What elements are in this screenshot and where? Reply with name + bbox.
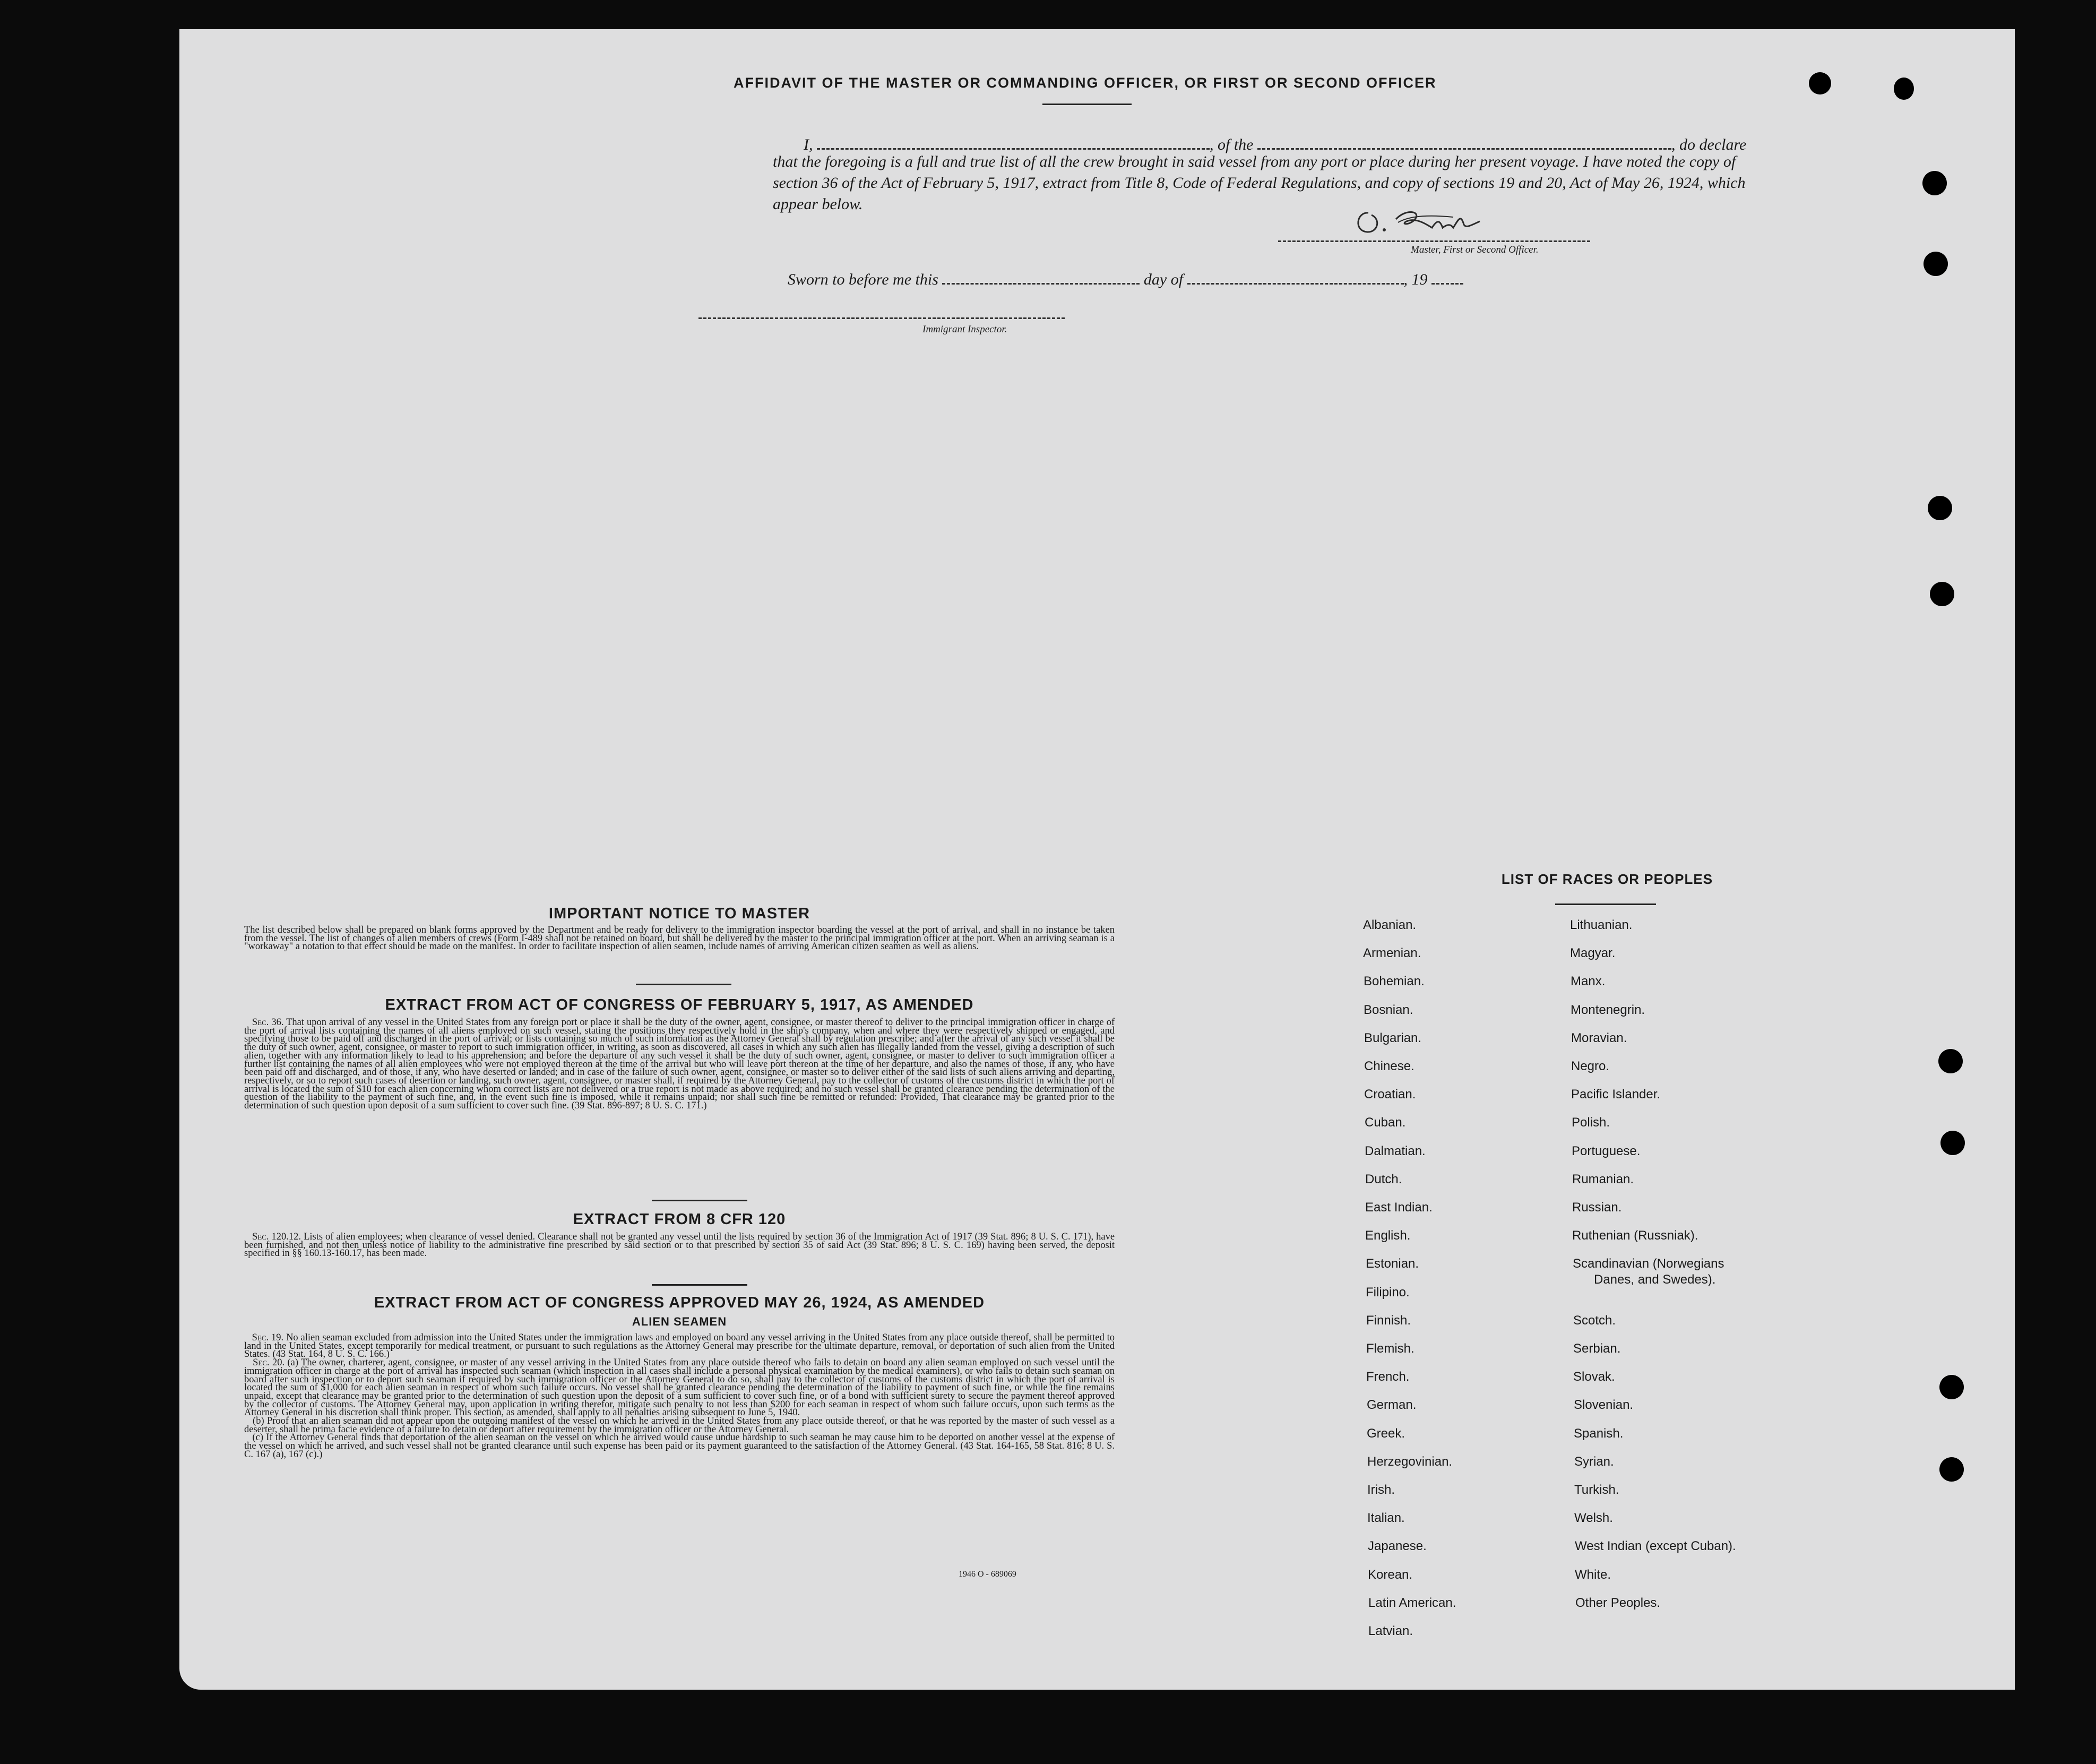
sec19-paragraph [244,1334,1115,1359]
sec36-label: Sec. 36. [252,1017,284,1028]
signature-caption: Master, First or Second Officer. [1411,244,1539,255]
do-declare-label: , do declare [1671,136,1747,153]
name-blank[interactable] [817,134,1210,150]
races-title: LIST OF RACES OR PEOPLES [1501,871,1713,887]
sworn-day-blank[interactable] [942,269,1140,285]
punch-hole [1930,582,1954,606]
race-item: Syrian. [1574,1455,1614,1469]
race-item: German. [1367,1398,1417,1412]
title-rule [1042,104,1132,105]
race-item: Herzegovinian. [1367,1455,1453,1469]
punch-hole [1922,171,1947,195]
race-item: Irish. [1367,1483,1395,1497]
alien-seamen-subtitle: ALIEN SEAMEN [632,1315,727,1328]
sec20c-text: (c) If the Attorney General finds that deportation of the alien seaman on the vessel on which he arrived would cause undue hardship to such seaman he may cause him to be deported on another vessel at the expense of the vessel on which he arrived, and such vessel shall not be granted clearance until such expense has been paid or its payment guaranteed to the satisfaction of the Attorney General. (43 Stat. 164-165, 58 Stat. 816; 8 U. S. C. 167 (a), 167 (c).) [244,1432,1115,1460]
sworn-year-blank[interactable] [1431,269,1463,285]
punch-hole [1809,72,1831,94]
extract-1924-text [244,1334,1115,1459]
year-prefix: , 19 [1403,271,1428,288]
extract-cfr-rule [652,1284,747,1286]
race-item: Manx. [1571,974,1606,988]
race-item: Filipino. [1366,1285,1410,1300]
race-item: Latin American. [1368,1596,1456,1610]
race-item: Montenegrin. [1571,1003,1645,1017]
sworn-label: Sworn to before me this [788,271,938,288]
vessel-blank[interactable] [1257,134,1671,150]
sec20c-paragraph [244,1434,1115,1459]
race-item: Bosnian. [1364,1003,1413,1017]
notice-text: The list described below shall be prepared on blank forms approved by the Department and be ready for delivery to the immigration inspector boarding the vessel at the port of arrival, and shall in no instance be taken from the vessel. The list of changes of alien members of crews (Form I-489 shall not be retained on board, but shall be delivered by the master to the principal immigration officer at the port. When an arriving seaman is a "workaway" a notation to that effect should be made on the manifest. In order to facilitate inspection of alien seamen, include names of arriving American citizen seamen as well as aliens. [244,925,1115,952]
race-item: East Indian. [1365,1200,1433,1215]
extract-1917-text [244,1019,1115,1111]
sworn-month-blank[interactable] [1187,269,1404,285]
race-item: Pacific Islander. [1571,1087,1661,1102]
signature-line [1278,240,1590,242]
race-item: Other Peoples. [1575,1596,1661,1610]
race-item: Turkish. [1574,1483,1619,1497]
sec19-label: Sec. 19. [252,1332,284,1343]
race-item: Polish. [1572,1115,1610,1130]
inspector-caption: Immigrant Inspector. [922,324,1007,335]
extract-cfr-text [244,1233,1115,1258]
race-item: Bohemian. [1364,974,1425,988]
race-item: Korean. [1368,1568,1413,1582]
sec19-text: No alien seaman excluded from admission into the United States under the immigration laws and employed on board any vessel arriving in the United States from any place outside thereof, shall be permitted to land in the United States, except temporarily for medical treatment, or pursuant to such regulations as the Attorney General may prescribe for the ultimate departure, removal, or deportation of such alien from the United States. (43 Stat. 164, 8 U. S. C. 166.) [244,1332,1115,1360]
race-item: Magyar. [1570,946,1616,960]
extract-1924-title: EXTRACT FROM ACT OF CONGRESS APPROVED MAY 26, 1924, AS AMENDED [374,1294,985,1311]
race-item: Japanese. [1368,1539,1427,1553]
sec20b-text: (b) Proof that an alien seaman did not appear upon the outgoing manifest of the vessel on which he arrived in the United States from any place outside thereof, or that he was reported by the master of such vessel as a deserter, shall be prima facie evidence of a failure to detain or deport after requirement by the immigration officer or the Attorney General. [244,1416,1115,1435]
race-item: Latvian. [1368,1624,1413,1638]
day-of-label: day of [1143,271,1184,288]
race-item: Estonian. [1366,1257,1419,1271]
race-item: West Indian (except Cuban). [1575,1539,1736,1553]
race-item: English. [1365,1228,1411,1243]
race-item: Portuguese. [1572,1144,1641,1158]
punch-hole [1928,496,1952,520]
race-item: Dutch. [1365,1172,1402,1186]
race-item: Dalmatian. [1365,1144,1426,1158]
sec120-text: Lists of alien employees; when clearance of vessel denied. Clearance shall not be granted any vessel until the lists required by section 36 of the Immigration Act of 1917 (39 Stat. 896; 8 U. S. C. 171), have been furnished, and not then unless notice of liability to the administrative fine prescribed by said section or to that prescribed by section 35 of said Act (39 Stat. 896; 8 U. S. C. 169) having been served, the deposit specified in §§ 160.13-160.17, has been made. [244,1232,1115,1259]
i-label: I, [804,136,813,153]
race-item: Russian. [1572,1200,1622,1215]
race-item: Scandinavian (Norwegians [1573,1257,1724,1271]
punch-hole [1924,252,1948,276]
race-item: Rumanian. [1572,1172,1634,1186]
race-item: Slovenian. [1574,1398,1634,1412]
race-item: Flemish. [1366,1341,1414,1356]
punch-hole [1940,1131,1965,1155]
master-signature [1347,203,1490,240]
sworn-line [788,269,1463,289]
race-item: Greek. [1367,1426,1405,1441]
races-rule [1555,903,1656,905]
race-item: Scotch. [1573,1313,1616,1328]
punch-hole [1894,78,1914,100]
race-item: Negro. [1571,1059,1610,1073]
punch-hole [1938,1049,1963,1073]
race-item: Cuban. [1365,1115,1406,1130]
document-page [179,29,2015,1690]
race-item: Lithuanian. [1570,918,1633,932]
punch-hole [1939,1375,1964,1399]
race-item: Welsh. [1574,1511,1613,1525]
race-item: Ruthenian (Russniak). [1572,1228,1698,1243]
declaration-text: that the foregoing is a full and true list of all the crew brought in said vessel from any port or place during her present voyage. I have noted the copy of section 36 of the Act of February 5, 1917, extract from Title 8, Code of Federal Regulations, and copy of sections 19 and 20, Act of May 26, 1924, which appear below. [773,153,1746,213]
sec20b-paragraph [244,1417,1115,1434]
race-item: Albanian. [1363,918,1417,932]
extract-1917-rule [652,1200,747,1201]
extract-1917-title: EXTRACT FROM ACT OF CONGRESS OF FEBRUARY 5, 1917, AS AMENDED [385,996,974,1013]
race-item: Italian. [1367,1511,1405,1525]
race-item: Moravian. [1571,1031,1627,1045]
race-item: White. [1575,1568,1611,1582]
sec36-text: That upon arrival of any vessel in the United States from any foreign port or place it shall be the duty of the owner, agent, consignee, or master thereof to deliver to the principal immigration officer in charge of the port of arrival lists containing the names of all aliens employed on such vessel, stating the positions they respectively hold in the ship's company, when and where they were respectively shipped or engaged, and specifying those to be paid off and discharged in the port of arrival; or lists containing so much of such information as the Attorney General shall by regulation prescribe; and after the arrival of any such vessel it shall be the duty of such owner, agent, consignee, or master to report to such immigration officer, in writing, as soon as discovered, all cases in which any such alien has illegally landed from the vessel, giving a description of such alien, together with any information likely to lead to his apprehension; and before the departure of any such vessel it shall be the duty of such owner, agent, consignee, or master to deliver to such immigration officer a further list containing the names of all alien employees who were not employed thereon at the time of the arrival but who will leave port thereon at the time of her departure, and also the names of those, if any, who have been paid off and discharged, and of those, if any, who have deserted or landed; and in case of the failure of such owner, agent, consignee, or master so to deliver either of the said lists of such aliens arriving and departing, respectively, or so to report such cases of desertion or landing, such owner, agent, consignee, or master shall, if required by the Attorney General, pay to the collector of customs of the customs district in which the port of arrival is located the sum of $10 for each alien concerning whom correct lists are not delivered or a true report is not made as above required; and no such vessel shall be granted clearance pending the determination of the question of the liability to the payment of such fine, and, in the event such fine is imposed, while it remains unpaid; nor shall such fine be remitted or refunded: Provided, That clearance may be granted prior to the determination of such question upon deposit of a sum sufficient to cover such fine. (39 Stat. 896-897; 8 U. S. C. 171.) [244,1017,1115,1112]
race-item: French. [1366,1370,1410,1384]
sec20a-paragraph [244,1359,1115,1417]
notice-rule [636,984,731,985]
of-the-label: , of the [1210,136,1254,153]
inspector-line [698,317,1065,319]
race-item: Slovak. [1573,1370,1615,1384]
sec120-label: Sec. 120.12. [252,1232,301,1242]
punch-hole [1939,1457,1964,1482]
extract-cfr-title: EXTRACT FROM 8 CFR 120 [573,1211,786,1228]
race-item: Danes, and Swedes). [1594,1272,1716,1287]
race-item: Armenian. [1363,946,1421,960]
sec20-label: Sec. 20. [253,1357,285,1369]
race-item: Finnish. [1366,1313,1411,1328]
race-item: Serbian. [1573,1341,1621,1356]
race-item: Croatian. [1364,1087,1416,1102]
print-code: 1946 O - 689069 [959,1570,1016,1579]
race-item: Bulgarian. [1364,1031,1422,1045]
affidavit-title: AFFIDAVIT OF THE MASTER OR COMMANDING OFFICER, OR FIRST OR SECOND OFFICER [734,75,1437,91]
race-item: Chinese. [1364,1059,1414,1073]
sec20a-text: (a) The owner, charterer, agent, consignee, or master of any vessel arriving in the United States from any place outside thereof who fails to detain on board any alien seaman employed on such vessel until the immigration officer in charge at the port of arrival has inspected such seaman (which inspection in all cases shall include a personal physical examination by the medical examiners), or who fails to detain such seaman on board after such inspection or to deport such seaman if required by such immigration officer or the Attorney General to do so, shall pay to the collector of customs of the customs district in which the port of arrival is located the sum of $1,000 for each alien seaman in respect of whom such failure occurs. No vessel shall be granted clearance pending the determination of the liability to payment of such fine, or while the fine remains unpaid, except that clearance may be granted prior to the determination of such question upon the deposit of a sum sufficient to cover such fine, or of a bond with sufficient surety to secure the payment thereof approved by the collector of customs. The Attorney General may, upon application in writing therefor, mitigate such penalty to not less than $200 for each seaman in respect of whom such failure occurs, upon such terms as the Attorney General in his discretion shall think proper. This section, as amended, shall apply to all penalties arising subsequent to June 5, 1940. [244,1357,1115,1418]
race-item: Spanish. [1574,1426,1624,1441]
notice-title: IMPORTANT NOTICE TO MASTER [548,905,810,922]
